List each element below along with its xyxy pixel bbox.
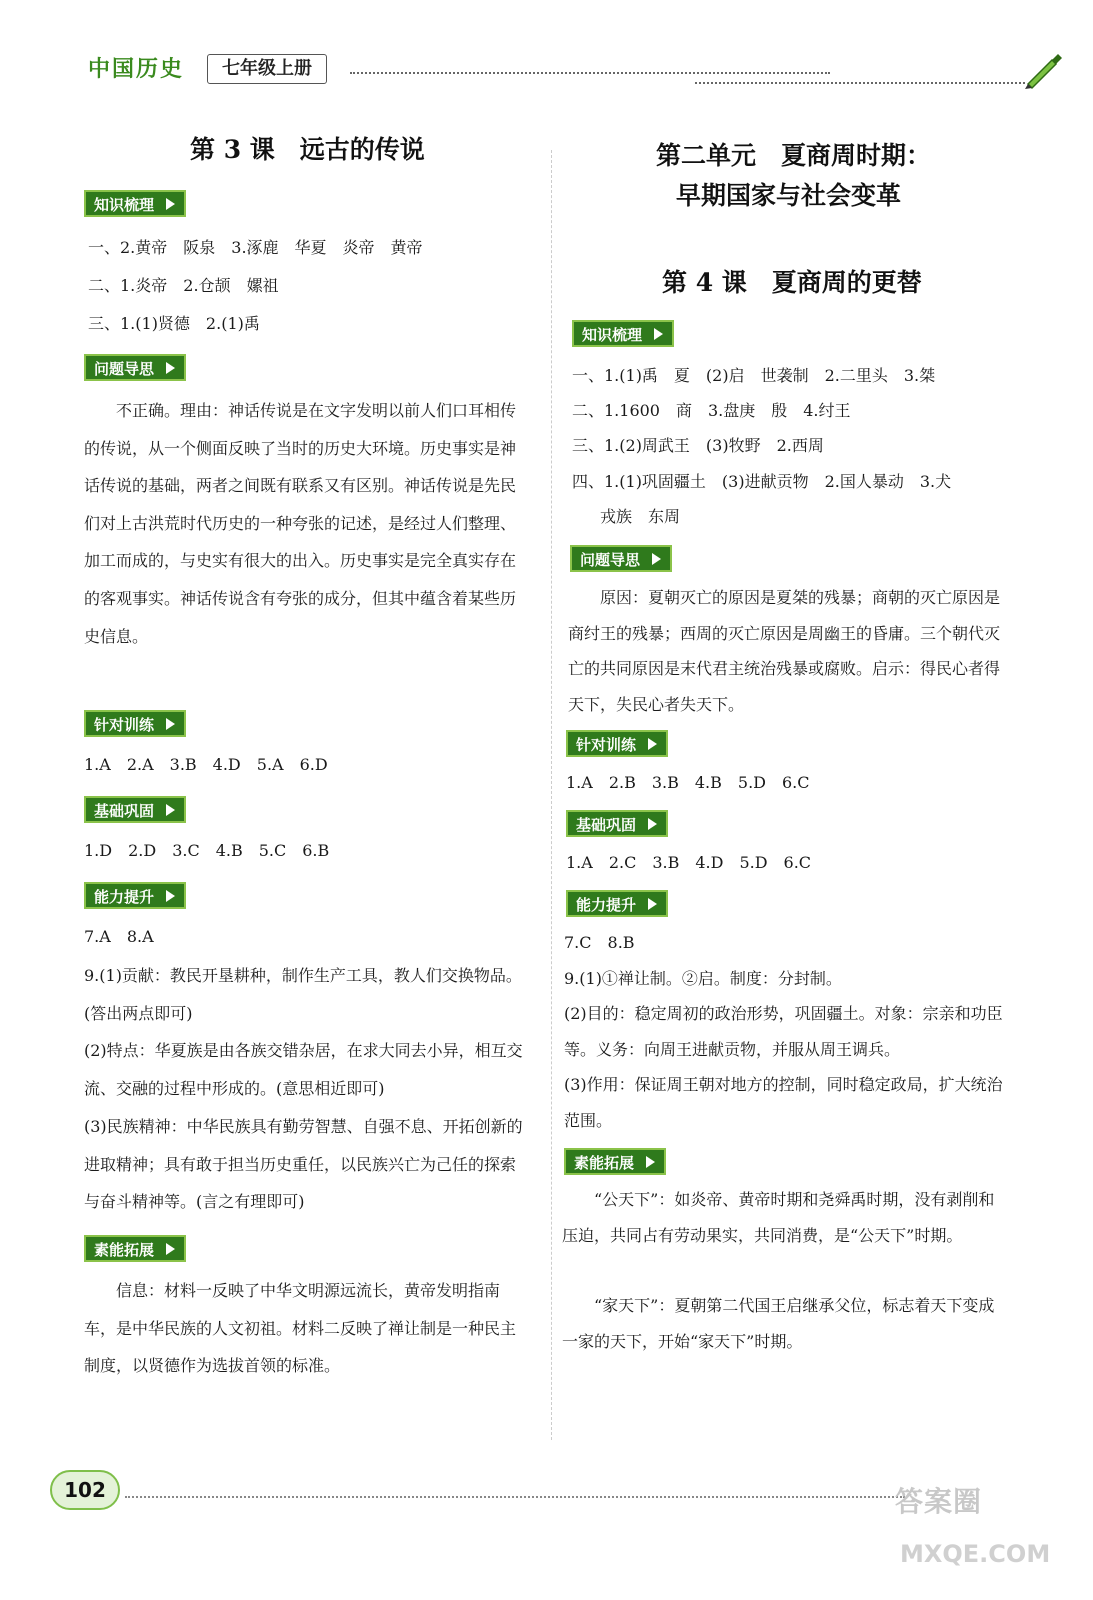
section-tag-questions: 问题导思 xyxy=(84,354,186,381)
unit-2-subtitle: 早期国家与社会变革 xyxy=(676,181,902,210)
answer-line: 一、1.(1)禹 夏 (2)启 世袭制 2.二里头 3.桀 xyxy=(572,366,936,385)
answer-line: 二、1.炎帝 2.仓颉 嫘祖 xyxy=(88,276,279,295)
watermark-logo: 答案圈 xyxy=(895,1485,983,1518)
answer-line: 1.A 2.B 3.B 4.B 5.D 6.C xyxy=(566,773,810,792)
answer-paragraph: 9.(1)①禅让制。②启。制度：分封制。 xyxy=(564,969,842,988)
section-tag-basics: 基础巩固 xyxy=(84,796,186,823)
lesson-4-title: 第 4 课 夏商周的更替 xyxy=(662,268,922,297)
section-tag-basics: 基础巩固 xyxy=(566,810,668,837)
section-tag-ability: 能力提升 xyxy=(84,882,186,909)
subject-title: 中国历史 xyxy=(88,57,185,82)
section-tag-practice: 针对训练 xyxy=(84,710,186,737)
answer-line: 戎族 东周 xyxy=(600,507,681,526)
answer-line: 1.D 2.D 3.C 4.B 5.C 6.B xyxy=(84,841,330,860)
answer-paragraph: 不正确。理由：神话传说是在文字发明以前人们口耳相传的传说，从一个侧面反映了当时的历史大环境。历史事实是神话传说的基础，两者之间既有联系又有区别。神话传说是先民们对上古洪荒时代历史的一种夸张的记述，是经过人们整理、加工而成的，与史实有很大的出入。历史事实是完全真实存在的客观事实。神话传说含有夸张的成分，但其中蕴含着某些历史信息。 xyxy=(84,401,517,646)
answer-paragraph: 9.(1)贡献：教民开垦耕种，制作生产工具，教人们交换物品。(答出两点即可) xyxy=(84,966,522,1023)
section-tag-questions: 问题导思 xyxy=(570,545,672,572)
section-tag-extension: 素能拓展 xyxy=(84,1235,186,1262)
answer-line: 7.A 8.A xyxy=(84,927,154,946)
footer-dotted-line xyxy=(125,1496,905,1498)
section-tag-ability: 能力提升 xyxy=(566,890,668,917)
answer-line: 三、1.(1)贤德 2.(1)禹 xyxy=(88,314,260,333)
answer-line: 1.A 2.C 3.B 4.D 5.D 6.C xyxy=(566,853,812,872)
answer-paragraph: (3)作用：保证周王朝对地方的控制，同时稳定政局，扩大统治范围。 xyxy=(564,1075,1003,1130)
section-tag-extension: 素能拓展 xyxy=(564,1148,666,1175)
page-header xyxy=(0,0,1093,110)
answer-paragraph: “公天下”：如炎帝、黄帝时期和尧舜禹时期，没有剥削和压迫，共同占有劳动果实，共同消费，是“公天下”时期。 xyxy=(562,1190,995,1245)
answer-paragraph: (2)目的：稳定周初的政治形势，巩固疆土。对象：宗亲和功臣等。义务：向周王进献贡物，并服从周王调兵。 xyxy=(564,1004,1003,1059)
lesson-3-title: 第 3 课 远古的传说 xyxy=(190,135,425,164)
section-tag-knowledge: 知识梳理 xyxy=(572,320,674,347)
answer-paragraph: “家天下”：夏朝第二代国王启继承父位，标志着天下变成一家的天下，开始“家天下”时期。 xyxy=(562,1296,995,1351)
header-dotted-line xyxy=(350,72,830,74)
answer-paragraph: (2)特点：华夏族是由各族交错杂居，在求大同去小异，相互交流、交融的过程中形成的。(意思相近即可) xyxy=(84,1041,523,1098)
answer-line: 一、2.黄帝 阪泉 3.涿鹿 华夏 炎帝 黄帝 xyxy=(88,238,423,257)
page-number: 102 xyxy=(50,1470,120,1510)
section-tag-knowledge: 知识梳理 xyxy=(84,190,186,217)
answer-paragraph: 原因：夏朝灭亡的原因是夏桀的残暴；商朝的灭亡原因是商纣王的残暴；西周的灭亡原因是周幽王的昏庸。三个朝代灭亡的共同原因是末代君主统治残暴或腐败。启示：得民心者得天下，失民心者失天下。 xyxy=(568,588,1001,714)
unit-2-title: 第二单元 夏商周时期： xyxy=(656,141,932,170)
answer-line: 1.A 2.A 3.B 4.D 5.A 6.D xyxy=(84,755,328,774)
watermark-url: MXQE.COM xyxy=(900,1540,1051,1568)
answer-paragraph: 信息：材料一反映了中华文明源远流长，黄帝发明指南车，是中华民族的人文初祖。材料二反映了禅让制是一种民主制度，以贤德作为选拔首领的标准。 xyxy=(84,1281,517,1376)
header-dotted-line-2 xyxy=(695,82,1025,84)
answer-line: 四、1.(1)巩固疆土 (3)进献贡物 2.国人暴动 3.犬 xyxy=(572,472,952,491)
answer-line: 二、1.1600 商 3.盘庚 殷 4.纣王 xyxy=(572,401,851,420)
column-divider xyxy=(551,150,552,1440)
answer-paragraph: (3)民族精神：中华民族具有勤劳智慧、自强不息、开拓创新的进取精神；具有敢于担当历史重任，以民族兴亡为己任的探索与奋斗精神等。(言之有理即可) xyxy=(84,1117,523,1212)
answer-line: 三、1.(2)周武王 (3)牧野 2.西周 xyxy=(572,436,824,455)
grade-label: 七年级上册 xyxy=(207,54,327,84)
section-tag-practice: 针对训练 xyxy=(566,730,668,757)
answer-line: 7.C 8.B xyxy=(564,933,635,952)
pen-icon xyxy=(1022,50,1062,90)
